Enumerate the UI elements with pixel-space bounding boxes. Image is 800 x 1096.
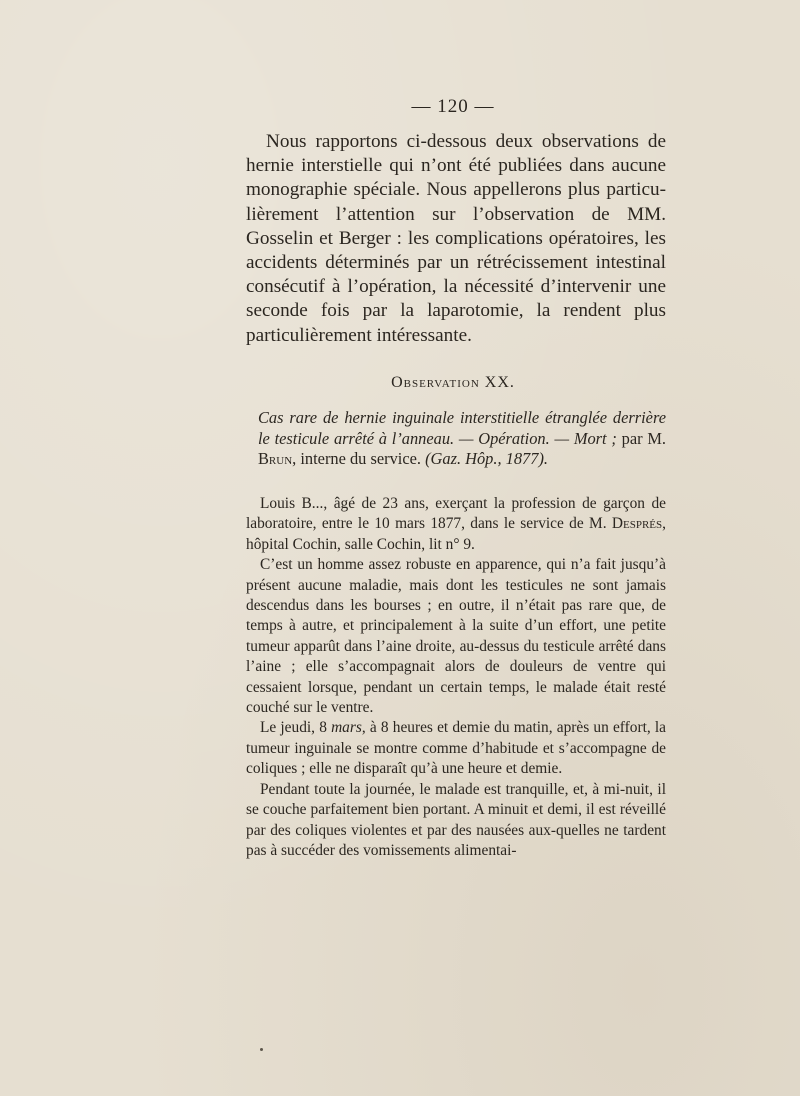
- observation-subtitle: [258, 408, 666, 470]
- body-paragraph-3-text: Le jeudi, 8: [260, 719, 332, 737]
- page-number: — 120 —: [411, 96, 495, 117]
- observation-subtitle-italic: Cas rare de hernie inguinale interstitielle étranglée derrière le testicule arrêté à l’anneau. — Opération. — Mort ;: [258, 408, 666, 448]
- body-paragraph-1-text-end: , hôpital Cochin, salle Cochin, lit n° 9.: [246, 515, 666, 553]
- ink-speck: [260, 1048, 263, 1051]
- source-citation: (Gaz. Hôp., 1877).: [425, 449, 548, 468]
- physician-name: Després: [611, 515, 663, 533]
- byline-suffix: , interne du service.: [292, 449, 426, 468]
- body-paragraph-4: Pendant toute la journée, le malade est tranquille, et, à mi-nuit, il se couche parfaitement bien portant. A minuit et demi, il est réveillé par des coliques violentes et par des nausées aux-quelles ne tardent pas à succéder des vomissements alimentai-: [246, 780, 666, 859]
- body-paragraph-2: C’est un homme assez robuste en apparence, qui n’a fait jusqu’à présent aucune maladie, mais dont les testicules ne sont jamais descendus dans les bourses ; en outre, il n’était pas rare que, de temps à autre, et principalement à la suite d’un effort, une petite tumeur apparût dans l’aine droite, au-dessus du testicule arrêté dans l’aine ; elle s’accompagnait alors de douleurs de ventre qui cessaient lorsque, pendant un certain temps, le malade était resté couché sur le ventre.: [246, 556, 666, 717]
- body-paragraph-3: [246, 718, 666, 779]
- observation-subtitle-text: [258, 408, 666, 470]
- observation-title: Observation XX.: [391, 374, 515, 391]
- intro-paragraph: Nous rapportons ci-dessous deux observations de hernie interstielle qui n’ont été publiées dans aucune monographie spéciale. Nous appellerons plus particu-lièrement l’attention sur l’observation de MM. Gosselin et Berger : les complications opératoires, les accidents déterminés par un rétrécissement intestinal consécutif à l’opération, la nécessité d’intervenir une seconde fois par la laparotomie, la rendent plus particulièrement intéressante.: [246, 131, 666, 346]
- byline-name: Brun: [258, 449, 293, 468]
- body-paragraph-1-text: Louis B..., âgé de 23 ans, exerçant la profession de garçon de laboratoire, entre le 10 mars 1877, dans le service de M.: [246, 495, 666, 533]
- body-paragraph-3-text-end: , à 8 heures et demie du matin, après un effort, la tumeur inguinale se montre comme d’habitude et s’accompagne de coliques ; elle ne disparaît qu’à une heure et demie.: [246, 719, 666, 778]
- month-italic: mars: [331, 719, 362, 737]
- body-paragraph-1: [246, 494, 666, 555]
- observation-body: [246, 494, 666, 861]
- byline-prefix: par M.: [621, 428, 666, 448]
- intro-paragraph-block: [246, 130, 666, 348]
